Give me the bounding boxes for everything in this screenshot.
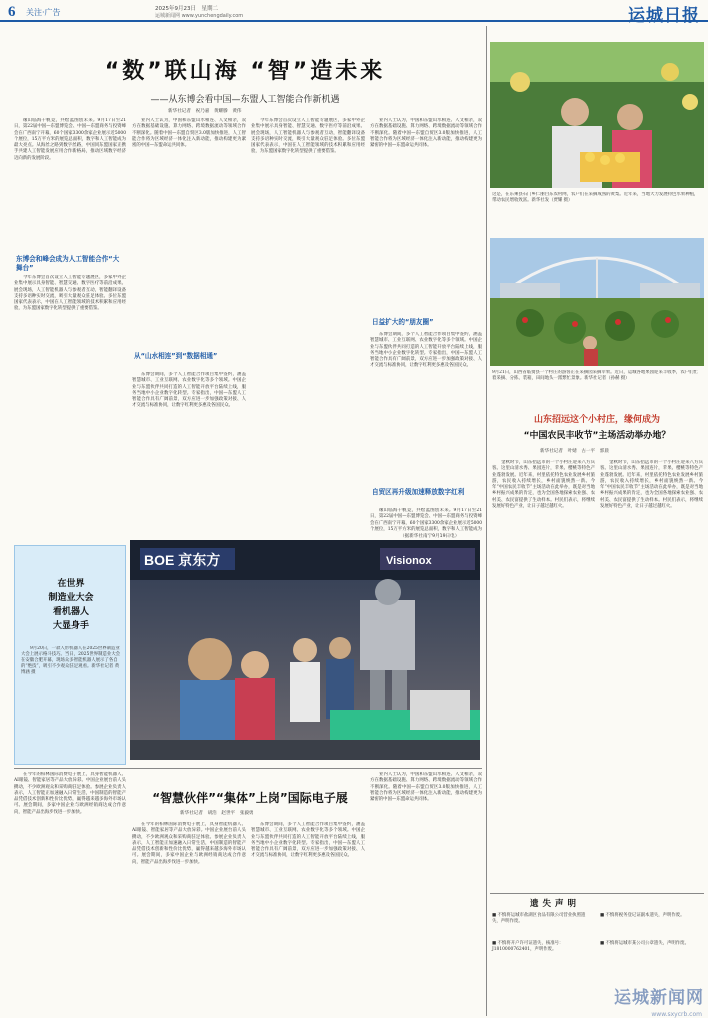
box-title-line2: 制造业大会 — [48, 593, 94, 603]
lead-story-byline: 新华社记者 祝乃嘉 黄耀滕 黄伟 — [168, 109, 242, 114]
lead-body-col4: 业内人士认为，中国和东盟山水相连、人文相亲，双方在数据基础设施、算力网络、跨境数据流动等领域合作不断深化。随着中国—东盟自贸区3.0版加快推进，人工智能合作将为区域经济一体化注入新动能，推动构建更为紧密的中国—东盟命运共同体。 — [370, 118, 482, 149]
fruit-photo-caption: 这是，在东乘县石门乡仁丽白东农村网，农户们在采摘成熟的黄梨。近年来，当地大力发展特色水果种植，带动农民增收致富。新华社发（贾耀 摄） — [492, 192, 699, 203]
lead-subhead-4: 自贸区再升级加速释放数字红利 — [372, 488, 465, 496]
lead-story-subtitle: ——从东博会看中国—东盟人工智能合作新机遇 — [150, 95, 340, 105]
booth-sign-visionox: Visionox — [386, 555, 432, 567]
lead-body-col2: 业内人士认为，中国和东盟山水相连、人文相亲，双方在数据基础设施、算力网络、跨境数据流动等领域合作不断深化。随着中国—东盟自贸区3.0版加快推进，人工智能合作将为区域经济一体化注入新动能，推动构建更为紧密的中国—东盟命运共同体。 — [132, 118, 246, 149]
site-watermark-url: www.sxycrb.com — [651, 1011, 702, 1018]
village-title-line1: 山东招远这个小村庄，缘何成为 — [533, 415, 660, 425]
page-header — [0, 0, 708, 25]
box-title-line3: 看机器人 — [52, 607, 89, 617]
robot-contest-box — [14, 545, 126, 765]
expo-body-col1: 在今年的柏林国际消费电子展上，具身智能机器人、AI眼镜、智能家居等产品大放异彩。中国企业展台前人头攒动，不少欧洲观众和采购商驻足体验。参展企业负责人表示，人工智能正加速融入日常生活，中国制造的智能产品凭借技术创新和性价比优势，赢得越来越多海外市场认可。展会期间，多家中国企业与欧洲经销商达成合作意向，智能产品出海步伐进一步加快。 — [14, 772, 126, 815]
lead-body-col4c: 缘山临海千帆竞，共绘蓝图创未来。9月17日至21日，第22届中国—东盟博览会、中国—东盟商务与投资峰会在广西南宁开幕，60个国家3300余家企业展示近5000个展位，15万平方米的展览总面积，数字和人工智能成为 — [370, 508, 482, 532]
lead-subhead-3: 日益扩大的“朋友圈” — [372, 318, 434, 326]
masthead: 运城日报 — [628, 6, 700, 25]
notice-line-3: ■ 不慎将税务登记证副本遗失，声明作废。 — [600, 913, 685, 918]
expo-story-title: “智慧伙伴”“集体”上岗”国际电子展 — [152, 791, 348, 805]
lead-body-col2b: 东博会期间，多个人工智能合作项目集中签约，涵盖智慧城市、工业互联网、农业数字化等多个领域。中国企业与东盟伙伴共同打造的人工智能开放平台陆续上线，服务当地中小企业数字化转型。专家指出，中国—东盟人工智能合作具有广阔前景，双方应进一步加强政策对接、人才交流与标准协同，让数字红利更多惠及各国民众。 — [132, 372, 246, 409]
notice-line-2: ■ 不慎将开户许可证遗失，核准号：J1810000762401，声明作废。 — [492, 941, 564, 952]
divider — [14, 768, 482, 769]
expo-story-byline: 新华社记者 胡浩 赵世平 张毅勇 — [180, 811, 254, 816]
notice-line-4: ■ 不慎将运城市某公司公章遗失，声明作废。 — [600, 941, 689, 946]
box-title-line1: 在世界 — [57, 579, 85, 589]
lead-body-col3: 今年东博会首次设立人工智能专题展区，多家中外企业集中展示具身智能、智慧交通、数字医疗等前沿成果。展会现场，人工智能机器人与参观者互动，智能翻译设备支持多语种实时交流，吸引大量观众驻足体验。多位东盟国家代表表示，中国在人工智能领域的技术积累和应用经验，为东盟国家数字化转型提供了重要借鉴。 — [251, 118, 365, 155]
village-body-col2: 金秋时节，山东招远市的一个小村庄迎来八方宾客。这里山清水秀、果园连片，苹果、樱桃等特色产业蓬勃发展。近年来，村里依托特色农业发展乡村旅游，农民收入持续增长，乡村面貌焕然一新。今年“中国农民丰收节”主场活动在此举办，既是对当地乡村振兴成果的肯定，也为全国各地探索农业强、农村美、农民富提供了生动样本。村民们表示，将继续发展好特色产业，让日子越过越红火。 — [600, 460, 703, 510]
expo-body-col2: 在今年的柏林国际消费电子展上，具身智能机器人、AI眼镜、智能家居等产品大放异彩。中国企业展台前人头攒动，不少欧洲观众和采购商驻足体验。参展企业负责人表示，人工智能正加速融入日常生活，中国制造的智能产品凭借技术创新和性价比优势，赢得越来越多海外市场认可。展会期间，多家中国企业与欧洲经销商达成合作意向，智能产品出海步伐进一步加快。 — [132, 822, 246, 865]
lead-story-source: （据新华社南宁9月19日电） — [400, 534, 460, 539]
lead-subhead-2: 从“山水相连”到“数据相通” — [134, 352, 218, 360]
page-number: 6 — [8, 4, 16, 20]
notice-title: 遗失声明 — [530, 899, 581, 909]
village-body-col1: 金秋时节，山东招远市的一个小村庄迎来八方宾客。这里山清水秀、果园连片，苹果、樱桃等特色产业蓬勃发展。近年来，村里依托特色农业发展乡村旅游，农民收入持续增长，乡村面貌焕然一新。今年“中国农民丰收节”主场活动在此举办，既是对当地乡村振兴成果的肯定，也为全国各地探索农业强、农村美、农民富提供了生动样本。村民们表示，将继续发展好特色产业，让日子越过越红火。 — [492, 460, 595, 510]
expo-body-col4: 业内人士认为，中国和东盟山水相连、人文相亲，双方在数据基础设施、算力网络、跨境数据流动等领域合作不断深化。随着中国—东盟自贸区3.0版加快推进，人工智能合作将为区域经济一体化注入新动能，推动构建更为紧密的中国—东盟命运共同体。 — [370, 772, 482, 803]
date-line: 2025年9月23日 星期二 — [155, 6, 218, 12]
lead-story-title: “数”联山海 “智”造未来 — [104, 59, 386, 84]
box-title-line4: 大显身手 — [52, 621, 89, 631]
booth-sign-boe: BOE 京东方 — [144, 552, 221, 568]
site-watermark: 运城新闻网 — [614, 988, 704, 1007]
orchard-photo-caption: 9月21日，山西省临猗县一个村庄的游客正在采摘园采摘苹果。近日，运城各地果园迎来丰收季，农户们忙着采摘、分拣、装箱，田间地头一派繁忙景象。新华社记者（孙赫 摄） — [492, 370, 698, 381]
notice-line-1: ■ 不慎将运城市盐湖区食品有限公司营业执照遗失，声明作废。 — [492, 913, 586, 924]
lead-body-col1b: 今年东博会首次设立人工智能专题展区，多家中外企业集中展示具身智能、智慧交通、数字医疗等前沿成果。展会现场，人工智能机器人与参观者互动，智能翻译设备支持多语种实时交流，吸引大量观众驻足体验。多位东盟国家代表表示，中国在人工智能领域的技术积累和应用经验，为东盟国家数字化转型提供了重要借鉴。 — [14, 275, 126, 312]
expo-body-col3: 东博会期间，多个人工智能合作项目集中签约，涵盖智慧城市、工业互联网、农业数字化等多个领域。中国企业与东盟伙伴共同打造的人工智能开放平台陆续上线，服务当地中小企业数字化转型。专家指出，中国—东盟人工智能合作具有广阔前景，双方应进一步加强政策对接、人才交流与标准协同，让数字红利更多惠及各国民众。 — [251, 822, 365, 859]
lead-subhead-1: 东博会和峰会成为人工智能合作“大舞台” — [16, 255, 120, 272]
column-divider — [486, 26, 487, 1016]
village-byline: 新华社记者 叶婧 古一平 郭晨 — [540, 449, 609, 454]
lead-body-col4b: 东博会期间，多个人工智能合作项目集中签约，涵盖智慧城市、工业互联网、农业数字化等多个领域。中国企业与东盟伙伴共同打造的人工智能开放平台陆续上线，服务当地中小企业数字化转型。专家指出，中国—东盟人工智能合作具有广阔前景，双方应进一步加强政策对接、人才交流与标准协同，让数字红利更多惠及各国民众。 — [370, 332, 482, 369]
lead-body-col1: 缘山临海千帆竞，共绘蓝图创未来。9月17日至21日，第22届中国—东盟博览会、中国—东盟商务与投资峰会在广西南宁开幕，60个国家3300余家企业展示近5000个展位，15万平方米的展览总面积，数字和人工智能成为最大亮点。从海丝之路到数字丝路，中国同东盟国家正携手共建人工智能发展应用合作新格局，推动区域数字经济迈向新的发展阶段。 — [14, 118, 126, 161]
apple-orchard-photo — [490, 238, 704, 366]
robot-expo-photo — [130, 540, 480, 760]
editor-line: 运城新闻网 www.yunchengdaily.com — [155, 13, 244, 19]
box-caption: 9月20日，一款人形机器人在2025世界制造业大会上展示格斗技巧。当日，2025世界制造业大会在安徽合肥开幕，现场众多智能机器人展示了各自的“绝技”，吸引不少观众驻足观看。新华社记者 黄博涵 摄 — [21, 646, 120, 675]
village-title-line2: “中国农民丰收节”主场活动举办地？ — [523, 431, 671, 441]
section-label: 关注·广告 — [26, 8, 61, 17]
notice-divider — [490, 893, 704, 894]
fruit-harvest-photo — [490, 42, 704, 188]
